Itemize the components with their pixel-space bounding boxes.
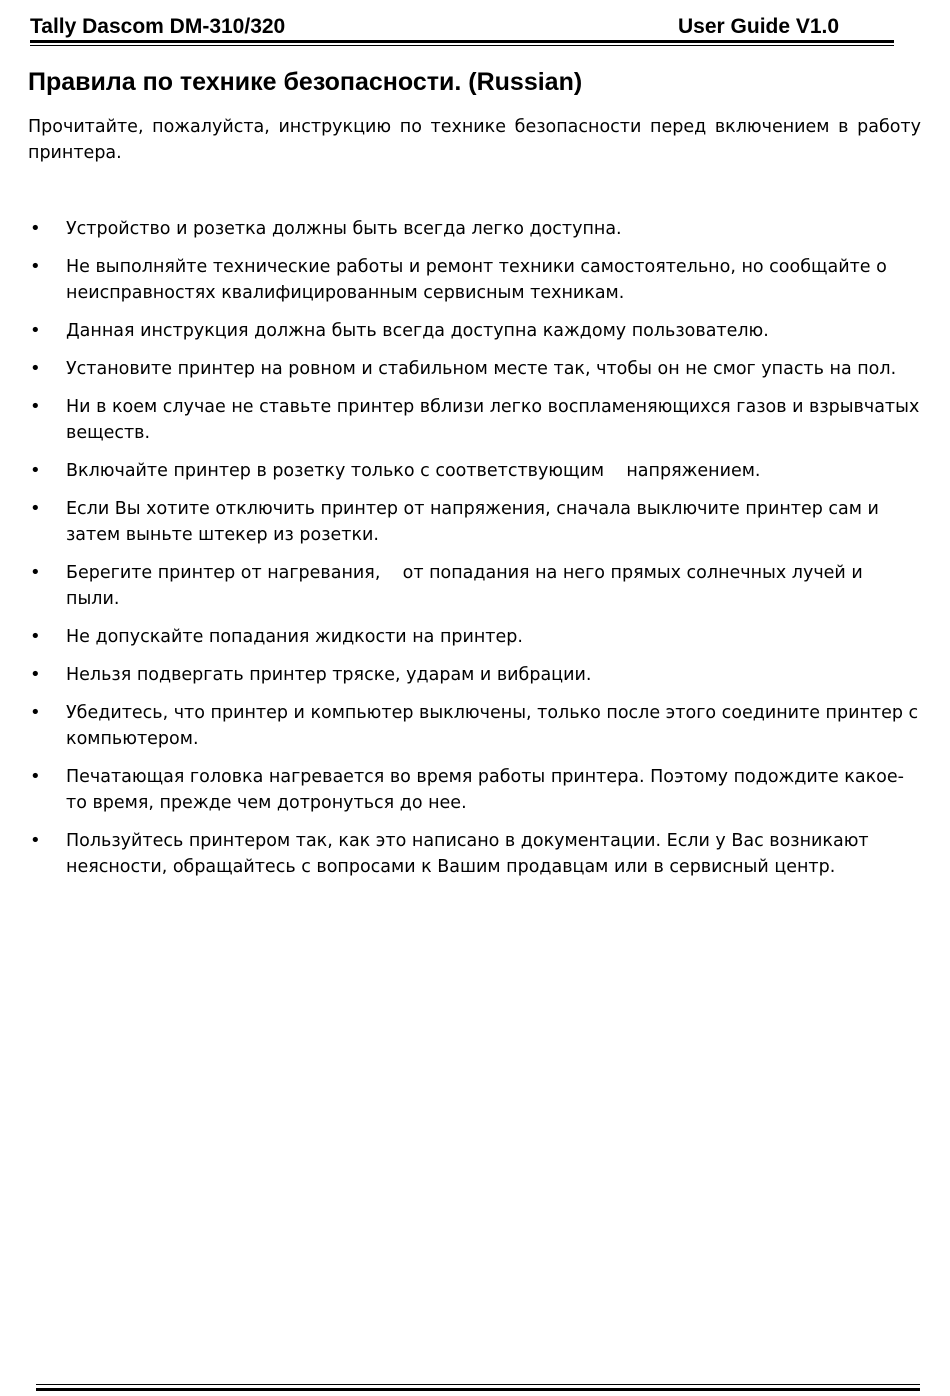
rule-text: Данная инструкция должна быть всегда доступна каждому пользователю. <box>66 321 769 341</box>
rule-text: Пользуйтесь принтером так, как это написано в документации. Если у Вас возникают неясности, обращайтесь с вопросами к Вашим продавцам или в сервисный центр. <box>66 831 869 877</box>
bullet-icon: • <box>30 766 41 787</box>
list-item <box>28 496 921 548</box>
bullet-icon: • <box>30 460 41 481</box>
list-item <box>28 764 921 816</box>
rule-text: Включайте принтер в розетку только с соответствующим напряжением. <box>66 461 761 481</box>
bullet-icon: • <box>30 320 41 341</box>
footer-divider-thin <box>36 1384 920 1385</box>
rule-text: Устройство и розетка должны быть всегда легко доступна. <box>66 219 622 239</box>
intro-paragraph: Прочитайте, пожалуйста, инструкцию по технике безопасности перед включением в работу принтера. <box>28 117 921 163</box>
list-item <box>28 254 921 306</box>
bullet-icon: • <box>30 830 41 851</box>
rule-text: Не выполняйте технические работы и ремонт техники самостоятельно, но сообщайте о неисправностях квалифицированным сервисным техникам. <box>66 257 887 303</box>
bullet-icon: • <box>30 498 41 519</box>
list-item <box>28 394 921 446</box>
list-item <box>28 356 921 382</box>
list-item <box>28 828 921 880</box>
list-item <box>28 216 921 242</box>
list-item <box>28 624 921 650</box>
header-divider-thick <box>30 40 894 43</box>
header-guide-version: User Guide V1.0 <box>678 15 840 38</box>
bullet-icon: • <box>30 358 41 379</box>
rule-text: Печатающая головка нагревается во время работы принтера. Поэтому подождите какое-то время, прежде чем дотронуться до нее. <box>66 767 904 813</box>
header-product-name: Tally Dascom DM-310/320 <box>30 15 286 38</box>
bullet-icon: • <box>30 664 41 685</box>
safety-rules-list <box>28 216 921 892</box>
bullet-icon: • <box>30 562 41 583</box>
list-item <box>28 700 921 752</box>
footer-divider-thick <box>36 1388 920 1391</box>
bullet-icon: • <box>30 256 41 277</box>
rule-text: Берегите принтер от нагревания, от попадания на него прямых солнечных лучей и пыли. <box>66 563 869 609</box>
page-header <box>30 12 894 42</box>
list-item <box>28 318 921 344</box>
bullet-icon: • <box>30 396 41 417</box>
rule-text: Ни в коем случае не ставьте принтер вблизи легко воспламеняющихся газов и взрывчатых веществ. <box>66 397 920 443</box>
rule-text: Убедитесь, что принтер и компьютер выключены, только после этого соедините принтер с компьютером. <box>66 703 919 749</box>
list-item <box>28 458 921 484</box>
header-divider-thin <box>30 45 894 46</box>
rule-text: Не допускайте попадания жидкости на принтер. <box>66 627 523 647</box>
rule-text: Если Вы хотите отключить принтер от напряжения, сначала выключите принтер сам и затем выньте штекер из розетки. <box>66 499 879 545</box>
bullet-icon: • <box>30 626 41 647</box>
list-item <box>28 560 921 612</box>
bullet-icon: • <box>30 702 41 723</box>
rule-text: Установите принтер на ровном и стабильном месте так, чтобы он не смог упасть на пол. <box>66 359 897 379</box>
bullet-icon: • <box>30 218 41 239</box>
list-item <box>28 662 921 688</box>
rule-text: Нельзя подвергать принтер тряске, ударам и вибрации. <box>66 665 592 685</box>
section-title: Правила по технике безопасности. (Russian) <box>28 68 583 96</box>
